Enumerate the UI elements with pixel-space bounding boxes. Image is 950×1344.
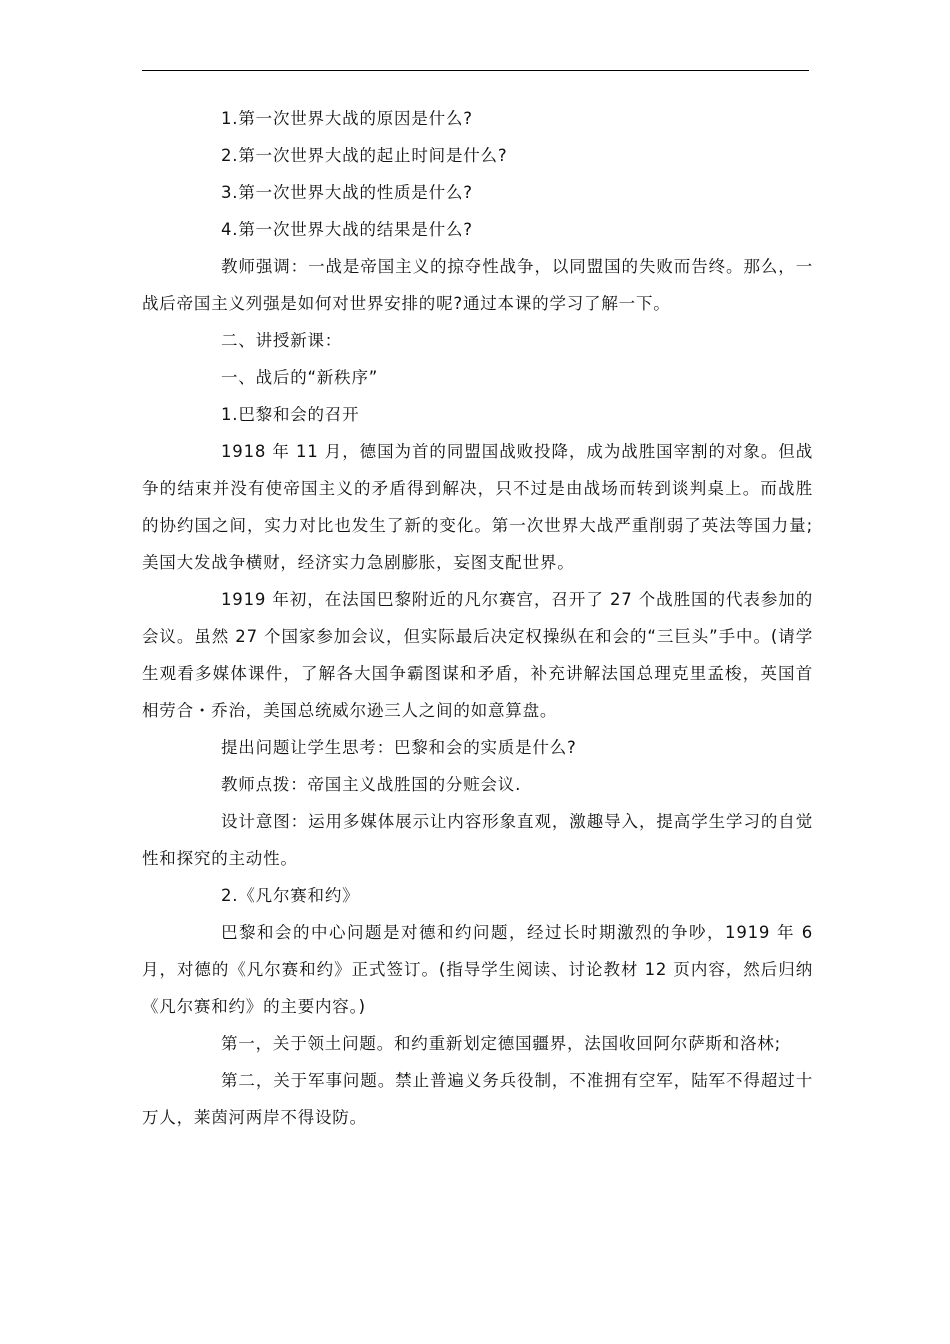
subheading-paris-conference: 1.巴黎和会的召开 (221, 405, 360, 424)
teacher-hint-paragraph: 教师点拨：帝国主义战胜国的分赃会议. (221, 775, 522, 794)
subheading-versailles-treaty: 2.《凡尔赛和约》 (221, 886, 360, 905)
paragraph-1919: 1919 年初，在法国巴黎附近的凡尔赛宫，召开了 27 个战胜国的代表参加的会议。虽然 27 个国家参加会议，但实际最后决定权操纵在和会的“三巨头”手中。(请学生观看多媒体课件，了解各大国争霸图谋和矛盾，补充讲解法国总理克里孟梭，英国首相劳合・乔治，美国总统威尔逊三人之间的如意算盘。 (142, 590, 813, 720)
document-body (142, 100, 813, 1136)
question-4: 4.第一次世界大战的结果是什么? (221, 220, 473, 239)
question-2: 2.第一次世界大战的起止时间是什么? (221, 146, 508, 165)
question-1: 1.第一次世界大战的原因是什么? (221, 109, 473, 128)
section-heading-new-order: 一、战后的“新秩序” (221, 368, 379, 387)
paragraph-1918: 1918 年 11 月，德国为首的同盟国战败投降，成为战胜国宰割的对象。但战争的结束并没有使帝国主义的矛盾得到解决，只不过是由战场而转到谈判桌上。而战胜的协约国之间，实力对比也发生了新的变化。第一次世界大战严重削弱了英法等国力量;美国大发战争横财，经济实力急剧膨胀，妄图支配世界。 (142, 442, 813, 572)
paragraph-military: 第二，关于军事问题。禁止普遍义务兵役制，不准拥有空军，陆军不得超过十万人，莱茵河两岸不得设防。 (142, 1071, 813, 1127)
paragraph-territory: 第一，关于领土问题。和约重新划定德国疆界，法国收回阿尔萨斯和洛林; (221, 1034, 781, 1053)
paragraph-treaty-center: 巴黎和会的中心问题是对德和约问题，经过长时期激烈的争吵，1919 年 6 月，对德的《凡尔赛和约》正式签订。(指导学生阅读、讨论教材 12 页内容，然后归纳《凡尔赛和约》的主要内容。) (142, 923, 813, 1016)
section-heading-new-lesson: 二、讲授新课： (221, 331, 343, 350)
teacher-emphasis-paragraph: 教师强调：一战是帝国主义的掠夺性战争，以同盟国的失败而告终。那么，一战后帝国主义列强是如何对世界安排的呢?通过本课的学习了解一下。 (142, 257, 813, 313)
question-prompt-paragraph: 提出问题让学生思考：巴黎和会的实质是什么? (221, 738, 577, 757)
question-3: 3.第一次世界大战的性质是什么? (221, 183, 473, 202)
header-rule (142, 70, 809, 71)
design-intent-paragraph: 设计意图：运用多媒体展示让内容形象直观，激趣导入，提高学生学习的自觉性和探究的主动性。 (142, 812, 813, 868)
